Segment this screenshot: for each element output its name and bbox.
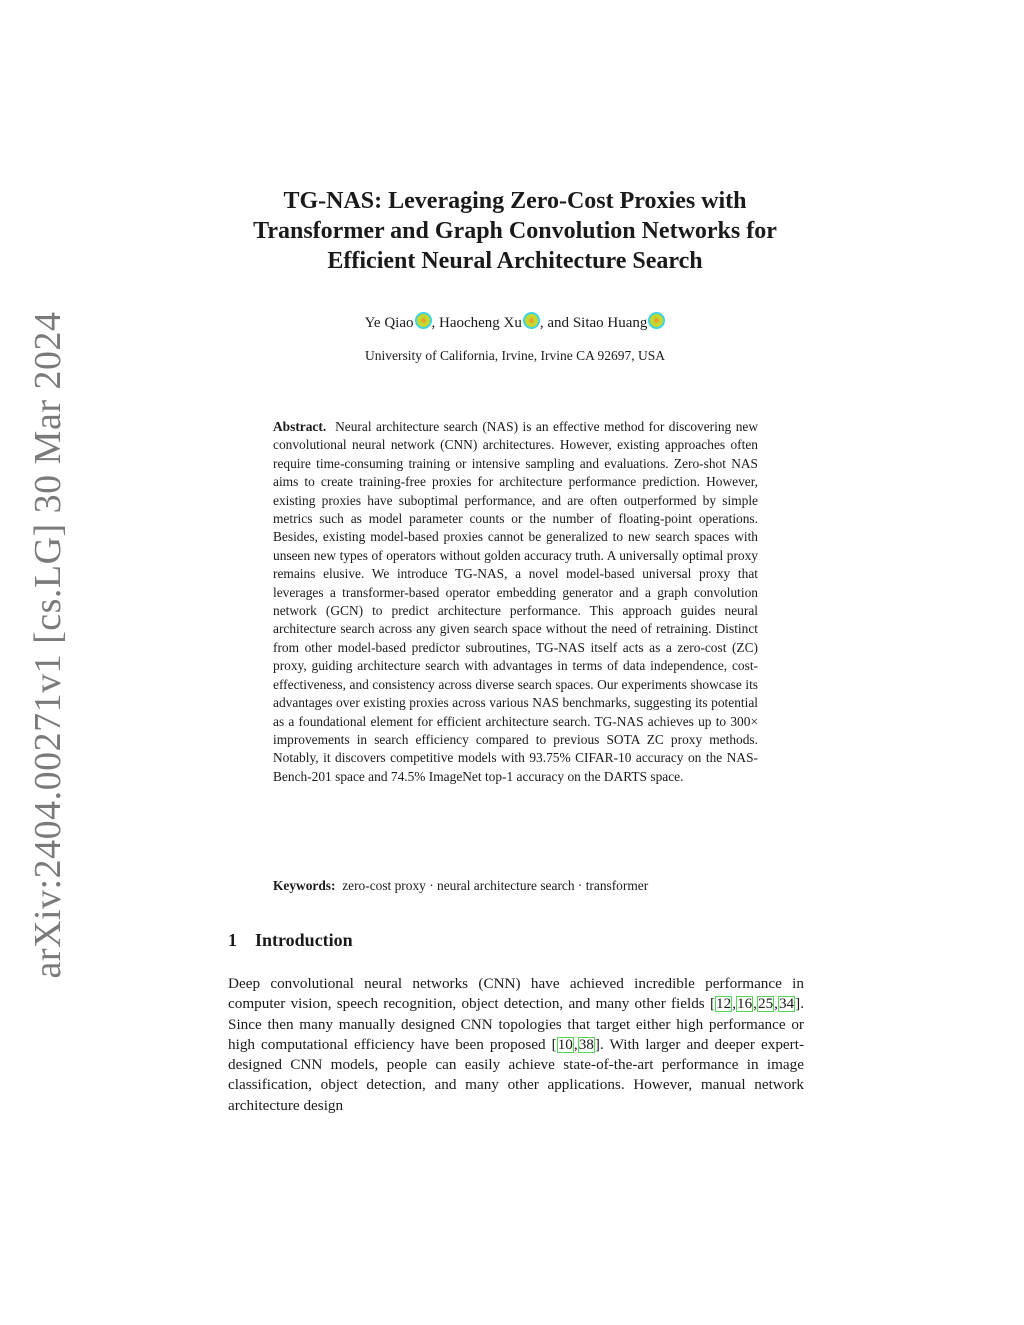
citation-link[interactable]: 38 (578, 1035, 594, 1053)
citation-separator: , (753, 995, 757, 1013)
intro-text: Deep convolutional neural networks (CNN) have achieved incredible performance in computer vision, speech recognition, object detection, and many other fields [ (228, 975, 804, 1013)
keywords (273, 877, 758, 895)
citation-link[interactable]: 12 (716, 995, 732, 1013)
abstract (273, 418, 758, 786)
paper-title (215, 186, 815, 276)
title-line-1: TG-NAS: Leveraging Zero-Cost Proxies with (283, 188, 747, 214)
orcid-icon[interactable] (648, 312, 665, 329)
abstract-label: Abstract. (273, 419, 327, 434)
section-title: Introduction (255, 930, 353, 950)
intro-text: ]. With larger and deeper expert-designed CNN models, people can easily achieve state-of-the-art performance in image classification, object detection, and many other applications. However, manual network architecture design (228, 1035, 805, 1114)
orcid-icon[interactable] (523, 312, 540, 329)
author-name: Ye Qiao (364, 315, 414, 331)
section-number: 1 (228, 930, 237, 950)
arxiv-sidebar (26, 311, 70, 979)
abstract-text: Neural architecture search (NAS) is an effective method for discovering new convolutional neural network (CNN) architectures. However, existing approaches often require time-consuming training or intensive sampling and evaluations. Zero-shot NAS aims to create training-free proxies for architecture performance prediction. However, existing proxies have suboptimal performance, and are often outperformed by simple metrics such as model parameter counts or the number of floating-point operations. Besides, existing model-based proxies cannot be generalized to new search spaces with unseen new types of operators without golden accuracy truth. A universally optimal proxy remains elusive. We introduce TG-NAS, a novel model-based universal proxy that leverages a transformer-based operator embedding generator and a graph convolution network (GCN) to predict architecture performance. This approach guides neural architecture search across any given search space without the need of retraining. Distinct from other model-based predictor subroutines, TG-NAS itself acts as a zero-cost (ZC) proxy, guiding architecture search with advantages in terms of data independence, cost-effectiveness, and consistency across diverse search spaces. Our experiments showcase its advantages over existing proxies across various NAS benchmarks, suggesting its potential as a foundational element for efficient architecture search. TG-NAS achieves up to 300× improvements in search efficiency compared to previous SOTA ZC proxy methods. Notably, it discovers competitive models with 93.75% CIFAR-10 accuracy on the NAS-Bench-201 space and 74.5% ImageNet top-1 accuracy on the DARTS space. (273, 419, 758, 784)
affiliation: University of California, Irvine, Irvine CA 92697, USA (365, 348, 665, 363)
citation-link[interactable]: 16 (736, 995, 753, 1013)
author-name: Sitao Huang (572, 315, 648, 331)
keywords-label: Keywords: (273, 878, 336, 893)
keywords-text: zero-cost proxy · neural architecture search · transformer (342, 878, 649, 893)
intro-text: ]. Since then many manually designed CNN topologies that target either high performance or high computational efficiency have been proposed [ (228, 995, 804, 1053)
citation-link[interactable]: 34 (778, 995, 795, 1013)
citation-separator: , (732, 995, 736, 1013)
title-line-3: Efficient Neural Architecture Search (327, 248, 703, 274)
citation-link[interactable]: 10 (557, 1035, 573, 1053)
title-line-2: Transformer and Graph Convolution Networks for (253, 218, 777, 244)
citation-separator: , (573, 1035, 578, 1053)
author-separator: , (431, 315, 439, 331)
introduction-paragraph (228, 974, 804, 1116)
orcid-icon[interactable] (415, 312, 432, 329)
author-list (215, 312, 815, 334)
arxiv-identifier: arXiv:2404.00271v1 [cs.LG] 30 Mar 2024 (27, 311, 69, 979)
author-separator: , and (539, 315, 573, 331)
citation-separator: , (774, 995, 778, 1013)
author-name: Haocheng Xu (439, 315, 522, 331)
citation-link[interactable]: 25 (757, 995, 774, 1013)
section-heading (228, 930, 353, 951)
